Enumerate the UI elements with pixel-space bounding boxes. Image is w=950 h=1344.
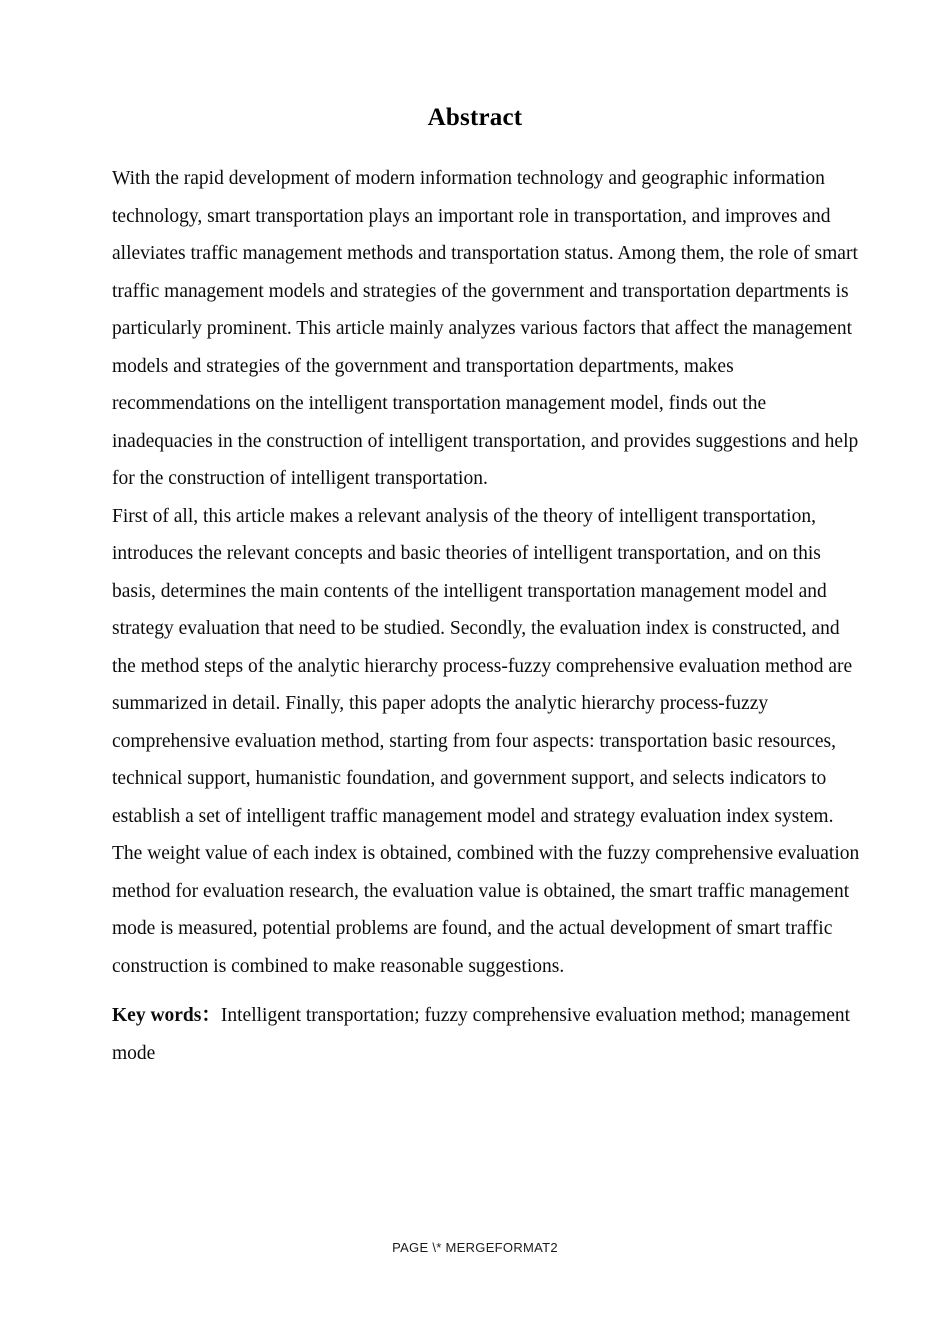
abstract-body xyxy=(112,160,864,1072)
page-title: Abstract xyxy=(427,104,523,131)
keywords-label: Key words： xyxy=(112,1005,221,1026)
abstract-paragraph-1: With the rapid development of modern information technology and geographic information technology, smart transportation plays an important role in transportation, and improves and alleviates traffic management methods and transportation status. Among them, the role of smart traffic management models and strategies of the government and transportation departments is particularly prominent. This article mainly analyzes various factors that affect the management models and strategies of the government and transportation departments, makes recommendations on the intelligent transportation management model, finds out the inadequacies in the construction of intelligent transportation, and provides suggestions and help for the construction of intelligent transportation. xyxy=(112,168,859,489)
keywords-paragraph xyxy=(112,997,864,1072)
keywords-value: Intelligent transportation; fuzzy comprehensive evaluation method; management mode xyxy=(112,1005,851,1064)
abstract-paragraph-2: First of all, this article makes a relevant analysis of the theory of intelligent transportation, introduces the relevant concepts and basic theories of intelligent transportation, and on this basis, determines the main contents of the intelligent transportation management model and strategy evaluation that need to be studied. Secondly, the evaluation index is constructed, and the method steps of the analytic hierarchy process-fuzzy comprehensive evaluation method are summarized in detail. Finally, this paper adopts the analytic hierarchy process-fuzzy comprehensive evaluation method, starting from four aspects: transportation basic resources, technical support, humanistic foundation, and government support, and selects indicators to establish a set of intelligent traffic management model and strategy evaluation index system. The weight value of each index is obtained, combined with the fuzzy comprehensive evaluation method for evaluation research, the evaluation value is obtained, the smart traffic management mode is measured, potential problems are found, and the actual development of smart traffic construction is combined to make reasonable suggestions. xyxy=(112,505,860,977)
page-footer-field-code: PAGE \* MERGEFORMAT2 xyxy=(392,1240,558,1255)
